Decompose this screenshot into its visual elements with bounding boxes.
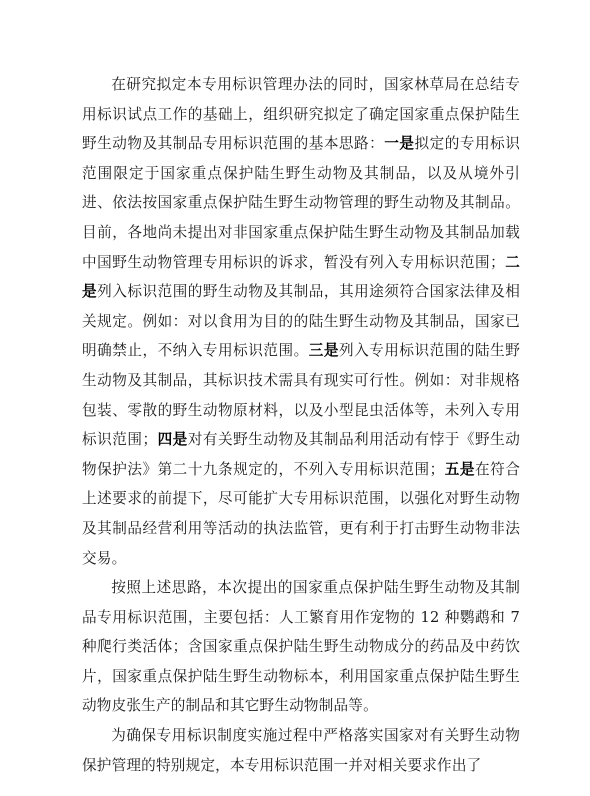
paragraph-1-text: 在研究拟定本专用标识管理办法的同时，国家林草局在总结专用标识试点工作的基础上，组织研究拟定了确定国家重点保护陆生野生动物及其制品专用标识范围的基本思路： xyxy=(82,76,520,153)
point-four-label: 四是 xyxy=(157,431,188,449)
paragraph-1 xyxy=(82,70,520,573)
point-two-text: 列入标识范围的野生动物及其制品，其用途须符合国家法律及相关规定。例如：对以食用为目的的陆生野生动物及其制品，国家已明确禁止，不纳入专用标识范围。 xyxy=(82,283,521,360)
paragraph-2-text: 按照上述思路，本次提出的国家重点保护陆生野生动物及其制品专用标识范围，主要包括：人工繁育用作宠物的 12 种鹦鹉和 7 种爬行类活体；含国家重点保护陆生野生动物成分的药品及中药饮片，国家重点保护陆生野生动物标本，利用国家重点保护陆生野生动物皮张生产的制品和其它野生动物制品等。 xyxy=(82,579,520,715)
document-body xyxy=(82,70,520,780)
paragraph-2 xyxy=(82,573,520,721)
paragraph-3-text: 为确保专用标识制度实施过程中严格落实国家对有关野生动物保护管理的特别规定，本专用标识范围一并对相关要求作出了 xyxy=(82,727,520,774)
point-five-text: 在符合上述要求的前提下，尽可能扩大专用标识范围，以强化对野生动物及其制品经营利用等活动的执法监管，更有利于打击野生动物非法交易。 xyxy=(82,460,521,567)
point-three-text: 列入专用标识范围的陆生野生动物及其制品，其标识技术需具有现实可行性。例如：对非规格包装、零散的野生动物原材料，以及小型昆虫活体等，未列入专用标识范围； xyxy=(82,342,520,449)
point-four-text: 对有关野生动物及其制品利用活动有悖于《野生动物保护法》第二十九条规定的，不列入专用标识范围； xyxy=(82,431,520,478)
point-two-label: 二是 xyxy=(82,253,521,301)
point-one-label: 一是 xyxy=(384,135,415,153)
point-one-text: 拟定的专用标识范围限定于国家重点保护陆生野生动物及其制品，以及从境外引进、依法按国家重点保护陆生野生动物管理的野生动物及其制品。目前，各地尚未提出对非国家重点保护陆生野生动物及其制品加载中国野生动物管理专用标识的诉求，暂没有列入专用标识范围； xyxy=(82,135,520,271)
point-three-label: 三是 xyxy=(308,342,339,360)
paragraph-3 xyxy=(82,721,520,780)
point-five-label: 五是 xyxy=(444,460,475,478)
